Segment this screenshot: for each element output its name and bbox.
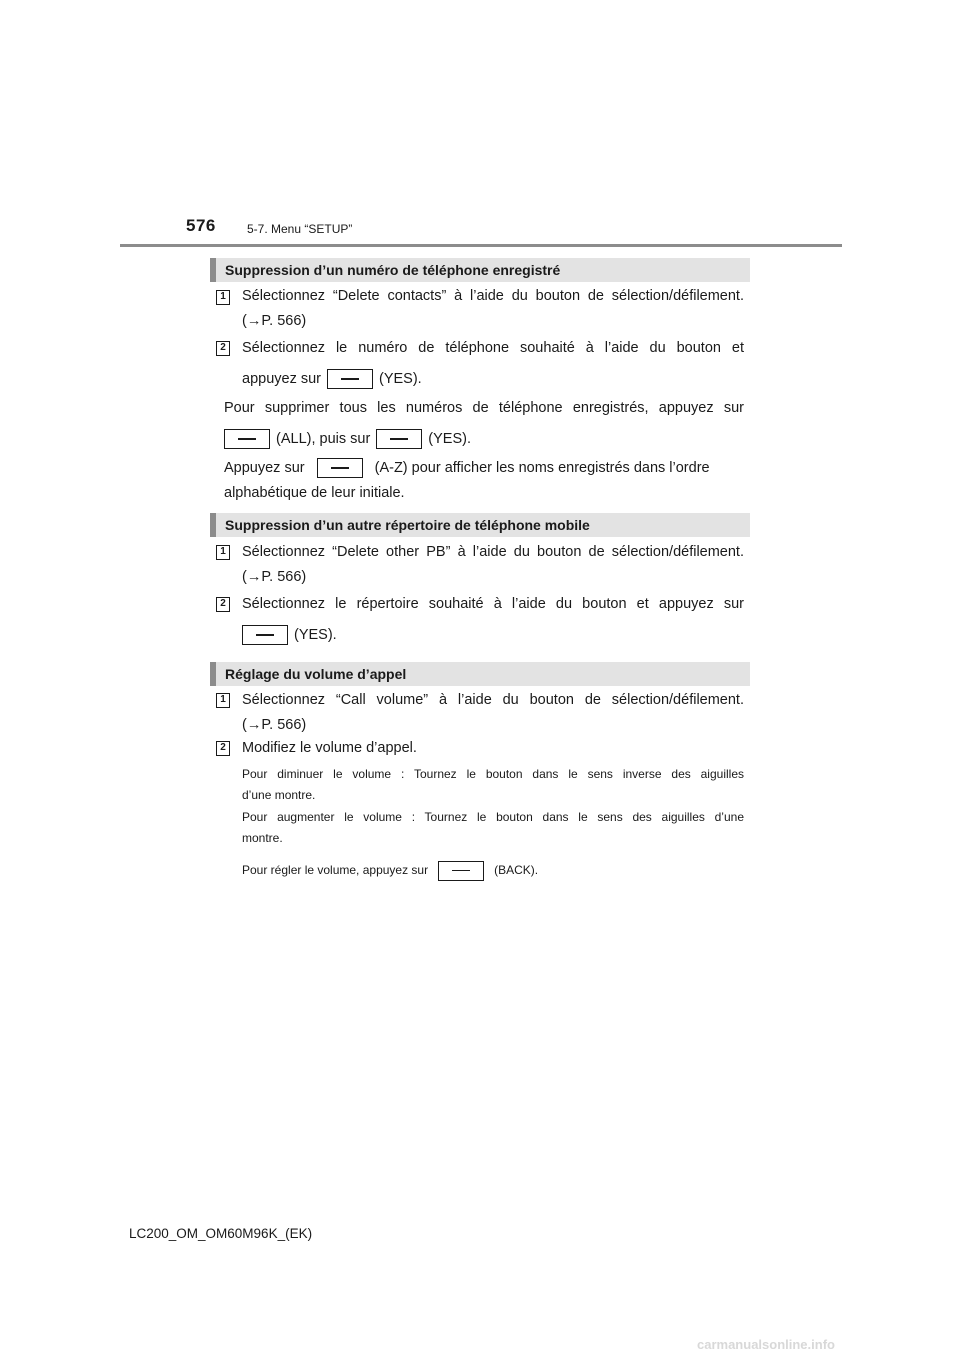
step-number-badge: 2: [216, 341, 230, 356]
step-text: Sélectionnez le répertoire souhaité à l’aide du bouton et appuyez sur (YES).: [242, 592, 744, 648]
instruction-text: Pour régler le volume, appuyez sur (BACK).: [242, 860, 744, 881]
section-title: Suppression d’un autre répertoire de téléphone mobile: [225, 517, 590, 533]
button-symbol: [376, 429, 422, 449]
page-header: [0, 0, 960, 250]
step-number-badge: 1: [216, 693, 230, 708]
step-text: Sélectionnez “Call volume” à l’aide du bouton de sélection/défilement. (→P. 566): [242, 692, 744, 733]
chapter-label: 5-7. Menu “SETUP”: [247, 222, 353, 236]
section-title: Suppression d’un numéro de téléphone enregistré: [225, 262, 561, 278]
step-number-badge: 2: [216, 741, 230, 756]
page-number: 576: [186, 216, 216, 235]
site-watermark: carmanualsonline.info: [697, 1337, 835, 1352]
document-footer: LC200_OM_OM60M96K_(EK): [129, 1226, 313, 1241]
section-heading-call-volume: [210, 662, 750, 686]
step-number-badge: 1: [216, 545, 230, 560]
step-text: Sélectionnez “Delete other PB” à l’aide du bouton de sélection/défilement. (→P. 566): [242, 544, 744, 585]
instruction-text: Pour diminuer le volume : Tournez le bouton dans le sens inverse des aiguilles d’une montre.: [242, 767, 744, 802]
button-symbol: [438, 861, 484, 881]
button-symbol: [224, 429, 270, 449]
step-text: Sélectionnez “Delete contacts” à l’aide du bouton de sélection/défilement. (→P. 566): [242, 288, 744, 329]
button-symbol: [242, 625, 288, 645]
step-text: Sélectionnez le numéro de téléphone souhaité à l’aide du bouton et appuyez sur (YES).: [242, 336, 744, 392]
step-text: Modifiez le volume d’appel.: [242, 740, 417, 756]
section-heading-delete-number: [210, 258, 750, 282]
button-symbol: [317, 458, 363, 478]
header-rule: [120, 244, 842, 247]
note-text: Appuyez sur (A-Z) pour afficher les noms enregistrés dans l’ordre alphabétique de leur initiale.: [224, 460, 710, 501]
section-title: Réglage du volume d’appel: [225, 666, 407, 682]
note-text: Pour supprimer tous les numéros de téléphone enregistrés, appuyez sur (ALL), puis sur (YES).: [224, 396, 744, 452]
instruction-text: Pour augmenter le volume : Tournez le bouton dans le sens des aiguilles d’une montre.: [242, 810, 744, 845]
step-number-badge: 1: [216, 290, 230, 305]
button-symbol: [327, 369, 373, 389]
step-number-badge: 2: [216, 597, 230, 612]
section-heading-delete-phonebook: [210, 513, 750, 537]
